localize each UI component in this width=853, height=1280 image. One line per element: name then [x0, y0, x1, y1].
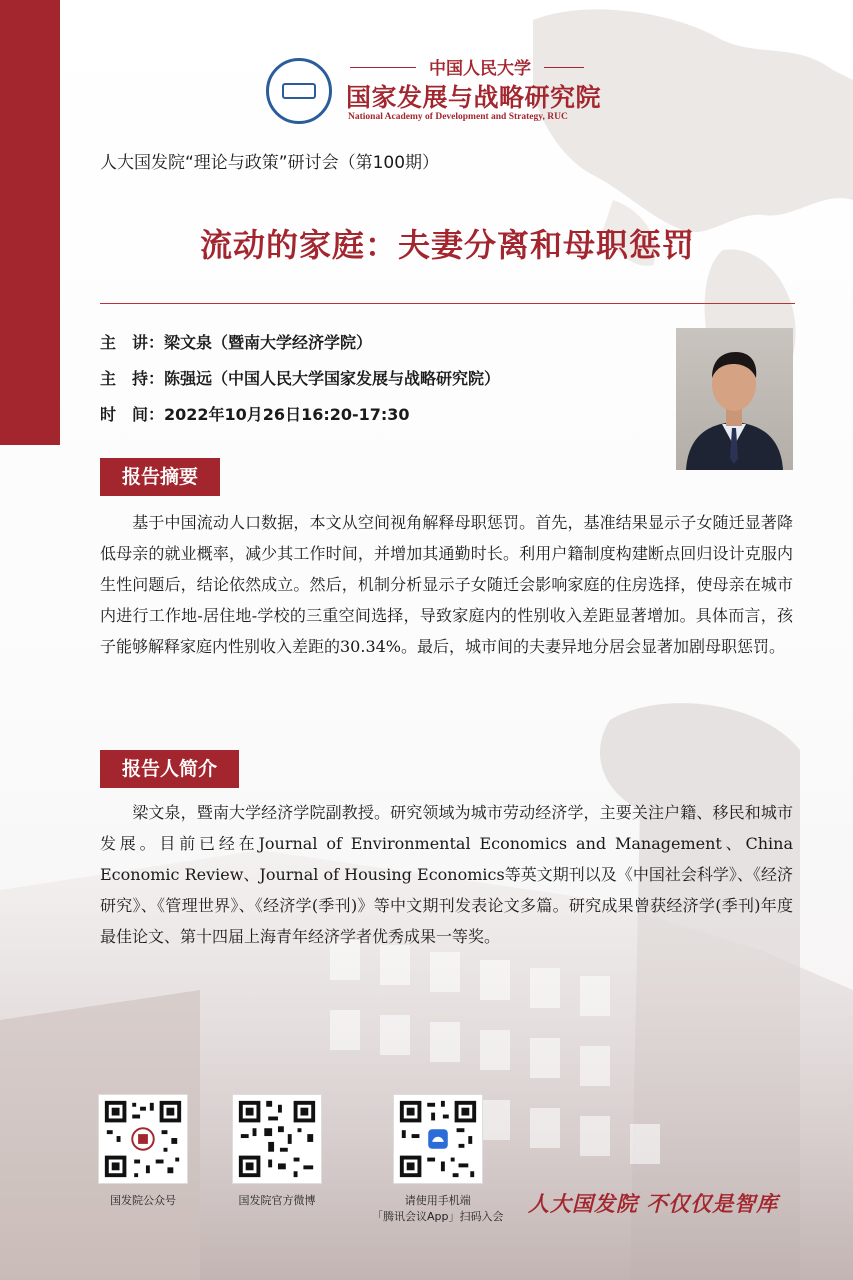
qr-caption-line2: 「腾讯会议App」扫码入会: [372, 1210, 504, 1223]
section-heading-abstract: 报告摘要: [100, 458, 220, 496]
qr-caption: 国发院公众号: [110, 1194, 176, 1207]
qr-code-icon: [232, 1094, 322, 1184]
info-speaker: [100, 330, 372, 353]
qr-wechat: [98, 1094, 188, 1208]
university-name: 中国人民大学: [429, 59, 531, 79]
bio-text: 梁文泉，暨南大学经济学院副教授。研究领域为城市劳动经济学，主要关注户籍、移民和城市发展。目前已经在Journal of Environmental Economics and Management、China Economic Review、Journal of Housing Economics等英文期刊以及《中国社会科学》、《经济研究》、《管理世界》、《经济学(季刊)》等中文期刊发表论文多篇。研究成果曾获经济学(季刊)年度最佳论文、第十四届上海青年经济学者优秀成果一等奖。: [100, 803, 793, 946]
qr-tencent-meeting: [372, 1094, 504, 1224]
qr-code-icon: [393, 1094, 483, 1184]
info-value: 陈强远（中国人民大学国家发展与战略研究院）: [164, 369, 501, 388]
speaker-photo: [676, 328, 793, 470]
slogan: 人大国发院 不仅仅是智库: [528, 1191, 779, 1216]
qr-caption-line1: 请使用手机端: [404, 1194, 471, 1207]
info-label: 时 间：: [100, 405, 165, 424]
info-time: [100, 402, 410, 425]
speaker-portrait-icon: [676, 328, 793, 470]
qr-weibo: [232, 1094, 322, 1208]
title-divider: [100, 303, 795, 304]
info-value: 2022年10月26日16:20-17:30: [164, 405, 410, 424]
info-host: [100, 366, 500, 389]
abstract-text: 基于中国流动人口数据，本文从空间视角解释母职惩罚。首先，基准结果显示子女随迁显著降低母亲的就业概率，减少其工作时间，并增加其通勤时长。利用户籍制度构建断点回归设计克服内生性问题后，结论依然成立。然后，机制分析显示子女随迁会影响家庭的住房选择，使母亲在城市内进行工作地-居住地-学校的三重空间选择，导致家庭内的性别收入差距显著增加。具体而言，孩子能够解释家庭内性别收入差距的30.34%。最后，城市间的夫妻异地分居会显著加剧母职惩罚。: [100, 513, 793, 656]
seminar-series: 人大国发院“理论与政策”研讨会（第100期）: [100, 153, 440, 173]
key-icon: [282, 83, 316, 99]
info-value: 梁文泉（暨南大学经济学院）: [164, 333, 373, 352]
info-label: 主 持：: [100, 369, 165, 388]
institute-name-cn: 国家发展与战略研究院: [346, 83, 602, 112]
info-label: 主 讲：: [100, 333, 165, 352]
institute-name-en: National Academy of Development and Strategy, RUC: [348, 112, 568, 122]
divider: [544, 67, 584, 68]
left-accent-bar: [0, 0, 60, 445]
qr-code-icon: [98, 1094, 188, 1184]
page-title: 流动的家庭：夫妻分离和母职惩罚: [199, 226, 695, 264]
divider: [350, 67, 416, 68]
qr-caption: 国发院官方微博: [238, 1194, 316, 1207]
world-map-background: [493, 0, 853, 430]
section-heading-bio: 报告人简介: [100, 750, 239, 788]
think-tank-emblem-icon: [266, 58, 332, 124]
